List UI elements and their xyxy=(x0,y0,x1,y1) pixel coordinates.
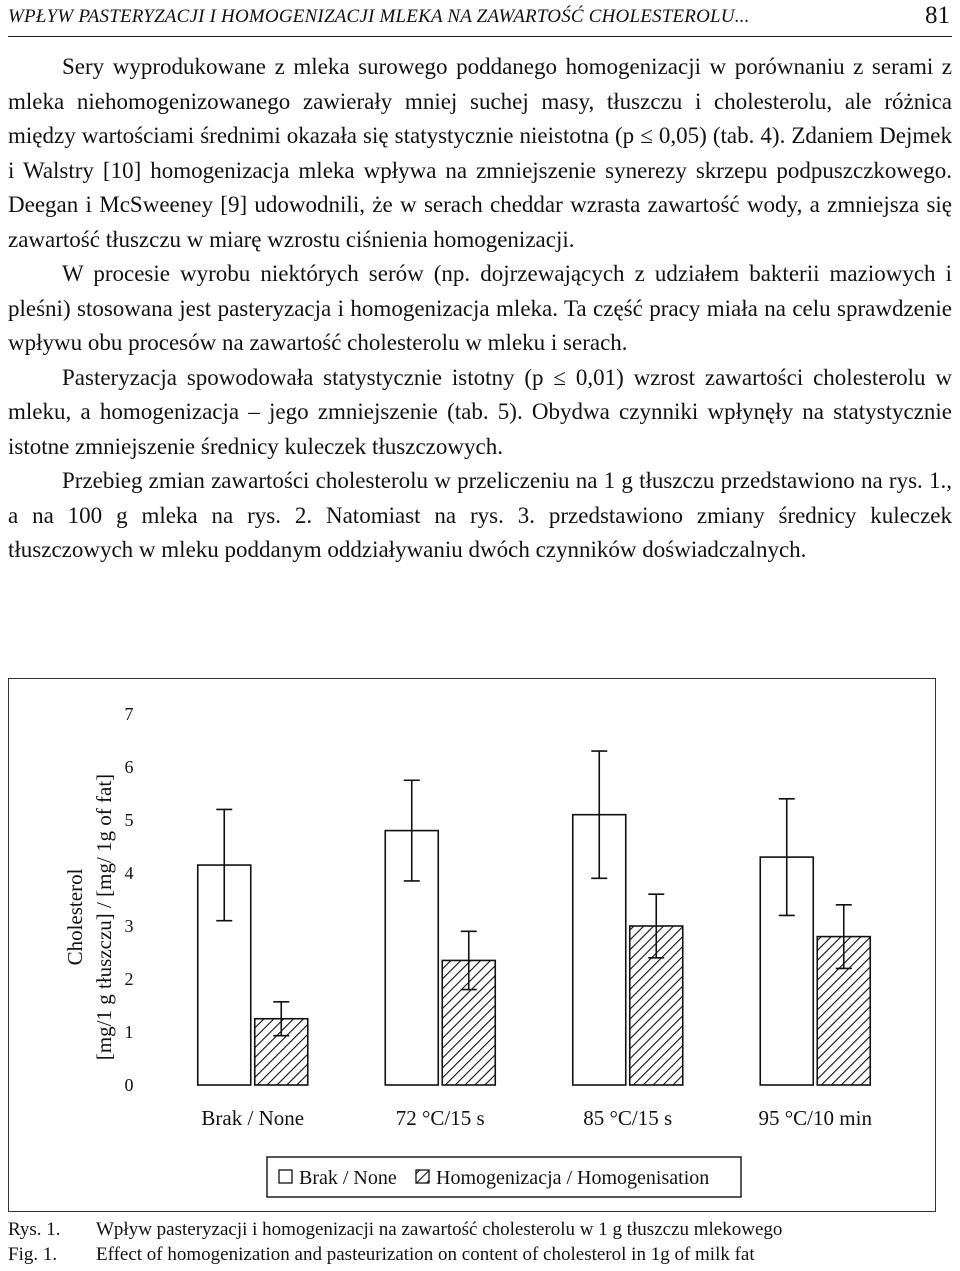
caption-pl-text: Wpływ pasteryzacji i homogenizacji na zawartość cholesterolu w 1 g tłuszczu mlekowego xyxy=(96,1219,783,1240)
y-tick-label: 7 xyxy=(124,704,134,724)
running-header xyxy=(8,2,952,37)
paragraph-4: Przebieg zmian zawartości cholesterolu w przeliczeniu na 1 g tłuszczu przedstawiono na rys. 1., a na 100 g mleka na rys. 2. Natomiast na rys. 3. przedstawiono zmiany średnicy kuleczek tłuszczowych w mleku poddanym oddziaływaniu dwóch czynników doświadczalnych. xyxy=(8,468,952,562)
caption-polish xyxy=(8,1219,952,1244)
y-tick-label: 0 xyxy=(124,1075,134,1095)
paragraph-1: Sery wyprodukowane z mleka surowego poddanego homogenizacji w porównaniu z serami z mleka niehomogenizowanego zawierały mniej suchej masy, tłuszczu i cholesterolu, ale różnica między wartościami średnimi okazała się statystycznie nieistotna (p ≤ 0,05) (tab. 4). Zdaniem Dejmek i Walstry [10] homogenizacja mleka wpływa na zmniejszenie synerezy skrzepu podpuszczkowego. Deegan i McSweeney [9] udowodnili, że w serach cheddar wzrasta zawartość wody, a zmniejsza się zawartość tłuszczu w miarę wzrostu ciśnienia homogenizacji. xyxy=(8,54,952,252)
caption-en-label: Fig. 1. xyxy=(8,1244,58,1265)
paragraph-3: Pasteryzacja spowodowała statystycznie istotny (p ≤ 0,01) wzrost zawartości cholesterolu w mleku, a homogenizacja – jego zmniejszenie (tab. 5). Obydwa czynniki wpłynęły na statystycznie istotne zmniejszenie średnicy kuleczek tłuszczowych. xyxy=(8,364,952,459)
caption-en-text: Effect of homogenization and pasteurization on content of cholesterol in 1g of milk fat xyxy=(96,1244,755,1265)
running-title: WPŁYW PASTERYZACJI I HOMOGENIZACJI MLEKA NA ZAWARTOŚĆ CHOLESTEROLU... xyxy=(8,6,750,27)
page-number: 81 xyxy=(925,2,950,29)
caption-english xyxy=(8,1244,952,1269)
cholesterol-bar-chart xyxy=(9,679,934,1210)
legend-label: Brak / None xyxy=(299,1167,397,1189)
y-tick-label: 2 xyxy=(124,969,134,989)
body-text xyxy=(8,50,952,568)
y-axis-label-line2: [mg/1 g tłuszczu] / [mg/ 1g of fat] xyxy=(92,773,116,1061)
legend-label: Homogenizacja / Homogenisation xyxy=(436,1167,710,1189)
paragraph-2: W procesie wyrobu niektórych serów (np. dojrzewających z udziałem bakterii maziowych i pleśni) stosowana jest pasteryzacja i homogenizacja mleka. Ta część pracy miała na celu sprawdzenie wpływu obu procesów na zawartość cholesterolu w mleku i serach. xyxy=(8,261,952,355)
y-tick-label: 1 xyxy=(124,1022,134,1042)
legend-swatch-homogenised xyxy=(416,1170,429,1183)
y-axis-label-line1: Cholesterol xyxy=(63,868,87,966)
y-tick-label: 3 xyxy=(124,916,134,936)
figure-frame xyxy=(8,678,936,1212)
x-category-label: 85 °C/15 s xyxy=(583,1106,673,1130)
caption-pl-label: Rys. 1. xyxy=(8,1219,61,1240)
x-category-label: 95 °C/10 min xyxy=(758,1106,872,1130)
legend-swatch-none xyxy=(279,1170,292,1183)
legend xyxy=(267,1157,741,1197)
plot-area xyxy=(125,704,873,1130)
y-tick-label: 4 xyxy=(124,863,134,883)
y-tick-label: 6 xyxy=(124,757,134,777)
x-category-label: 72 °C/15 s xyxy=(395,1106,485,1130)
x-category-label: Brak / None xyxy=(201,1106,305,1130)
y-tick-label: 5 xyxy=(124,810,134,830)
figure-caption xyxy=(8,1219,952,1269)
y-axis-label xyxy=(63,774,116,1060)
